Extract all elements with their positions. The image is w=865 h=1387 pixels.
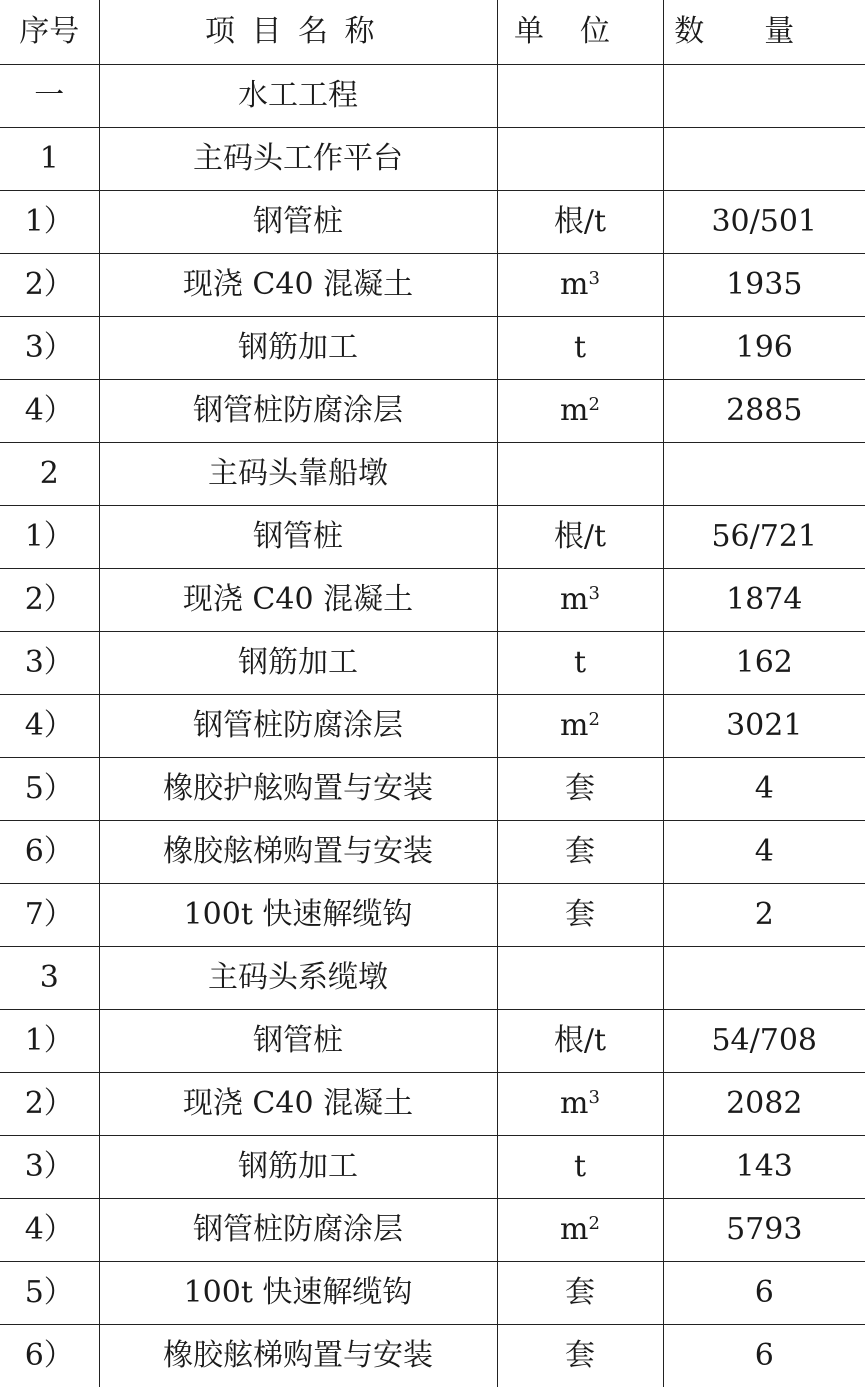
unit-cell	[497, 128, 663, 191]
quantity-cell: 56/721	[663, 506, 865, 569]
item-name-cell: 钢筋加工	[99, 632, 497, 695]
unit-base: 套	[565, 834, 595, 869]
row-number-cell: 2）	[0, 1073, 99, 1136]
item-name-cell: 钢管桩防腐涂层	[99, 1199, 497, 1262]
unit-base: m	[560, 1086, 588, 1121]
quantity-cell	[663, 65, 865, 128]
table-row	[0, 695, 865, 758]
row-number-cell: 2	[0, 443, 99, 506]
row-number-cell: 6）	[0, 821, 99, 884]
row-number-cell: 3	[0, 947, 99, 1010]
table-row	[0, 758, 865, 821]
quantity-cell: 1874	[663, 569, 865, 632]
unit-cell	[497, 884, 663, 947]
table-row	[0, 254, 865, 317]
unit-cell	[497, 758, 663, 821]
row-number-cell: 1）	[0, 191, 99, 254]
item-name-cell: 钢管桩	[99, 506, 497, 569]
quantity-cell: 2885	[663, 380, 865, 443]
quantity-cell: 4	[663, 758, 865, 821]
unit-cell	[497, 254, 663, 317]
unit-base: 根/t	[554, 204, 606, 239]
unit-cell	[497, 317, 663, 380]
item-name-cell: 主码头靠船墩	[99, 443, 497, 506]
item-name-cell: 主码头系缆墩	[99, 947, 497, 1010]
quantity-cell: 196	[663, 317, 865, 380]
row-number-cell: 1	[0, 128, 99, 191]
quantity-cell: 3021	[663, 695, 865, 758]
row-number-cell: 4）	[0, 695, 99, 758]
row-number-cell: 5）	[0, 1262, 99, 1325]
row-number-cell: 1）	[0, 1010, 99, 1073]
unit-base: m	[560, 1212, 588, 1247]
unit-base: 套	[565, 771, 595, 806]
table-row	[0, 1262, 865, 1325]
item-name-cell: 现浇 C40 混凝土	[99, 1073, 497, 1136]
unit-exponent: 3	[589, 1087, 600, 1108]
table-row	[0, 632, 865, 695]
unit-cell	[497, 695, 663, 758]
unit-cell	[497, 947, 663, 1010]
unit-cell	[497, 1325, 663, 1387]
table-row	[0, 443, 865, 506]
row-number-cell: 2）	[0, 254, 99, 317]
unit-cell	[497, 821, 663, 884]
unit-exponent: 2	[589, 394, 600, 415]
table-row	[0, 191, 865, 254]
row-number-cell: 3）	[0, 317, 99, 380]
table-row	[0, 317, 865, 380]
item-name-cell: 现浇 C40 混凝土	[99, 569, 497, 632]
quantity-cell: 162	[663, 632, 865, 695]
unit-base: m	[560, 267, 588, 302]
unit-cell	[497, 65, 663, 128]
row-number-cell: 4）	[0, 1199, 99, 1262]
table-row	[0, 884, 865, 947]
quantity-cell	[663, 443, 865, 506]
item-name-cell: 钢管桩防腐涂层	[99, 380, 497, 443]
quantity-cell: 5793	[663, 1199, 865, 1262]
unit-base: t	[574, 330, 586, 365]
unit-cell	[497, 1136, 663, 1199]
item-name-cell: 主码头工作平台	[99, 128, 497, 191]
row-number-cell: 3）	[0, 632, 99, 695]
item-name-cell: 100t 快速解缆钩	[99, 884, 497, 947]
unit-base: t	[574, 1149, 586, 1184]
row-number-cell: 5）	[0, 758, 99, 821]
table-row	[0, 1325, 865, 1387]
header-row	[0, 0, 865, 65]
row-number-cell: 3）	[0, 1136, 99, 1199]
table-row	[0, 1199, 865, 1262]
header-qty: 数量	[663, 0, 865, 65]
row-number-cell: 7）	[0, 884, 99, 947]
unit-exponent: 2	[589, 1213, 600, 1234]
row-number-cell: 一	[0, 65, 99, 128]
unit-base: m	[560, 393, 588, 428]
table-row	[0, 821, 865, 884]
table-row	[0, 1010, 865, 1073]
table-row	[0, 506, 865, 569]
item-name-cell: 橡胶舷梯购置与安装	[99, 1325, 497, 1387]
unit-exponent: 3	[589, 583, 600, 604]
unit-base: 套	[565, 897, 595, 932]
unit-cell	[497, 1073, 663, 1136]
item-name-cell: 钢管桩防腐涂层	[99, 695, 497, 758]
item-name-cell: 现浇 C40 混凝土	[99, 254, 497, 317]
quantity-cell: 1935	[663, 254, 865, 317]
unit-exponent: 2	[589, 709, 600, 730]
table-row	[0, 380, 865, 443]
item-name-cell: 橡胶护舷购置与安装	[99, 758, 497, 821]
item-name-cell: 钢管桩	[99, 191, 497, 254]
row-number-cell: 1）	[0, 506, 99, 569]
table-row	[0, 1073, 865, 1136]
row-number-cell: 6）	[0, 1325, 99, 1387]
unit-cell	[497, 506, 663, 569]
unit-base: t	[574, 645, 586, 680]
quantity-cell: 143	[663, 1136, 865, 1199]
item-name-cell: 橡胶舷梯购置与安装	[99, 821, 497, 884]
unit-cell	[497, 632, 663, 695]
item-name-cell: 100t 快速解缆钩	[99, 1262, 497, 1325]
unit-cell	[497, 380, 663, 443]
quantity-cell	[663, 947, 865, 1010]
item-name-cell: 钢筋加工	[99, 1136, 497, 1199]
quantity-cell	[663, 128, 865, 191]
unit-cell	[497, 569, 663, 632]
unit-base: m	[560, 582, 588, 617]
item-name-cell: 钢管桩	[99, 1010, 497, 1073]
header-no: 序号	[0, 0, 99, 65]
unit-cell	[497, 191, 663, 254]
quantity-cell: 6	[663, 1325, 865, 1387]
unit-base: m	[560, 708, 588, 743]
item-name-cell: 水工工程	[99, 65, 497, 128]
item-name-cell: 钢筋加工	[99, 317, 497, 380]
unit-cell	[497, 1262, 663, 1325]
header-unit: 单位	[497, 0, 663, 65]
quantity-cell: 4	[663, 821, 865, 884]
quantity-cell: 2	[663, 884, 865, 947]
unit-base: 根/t	[554, 519, 606, 554]
table-row	[0, 947, 865, 1010]
unit-cell	[497, 1010, 663, 1073]
unit-cell	[497, 443, 663, 506]
header-name: 项目名称	[99, 0, 497, 65]
quantity-cell: 30/501	[663, 191, 865, 254]
row-number-cell: 2）	[0, 569, 99, 632]
unit-base: 套	[565, 1338, 595, 1373]
unit-base: 套	[565, 1275, 595, 1310]
table-row	[0, 65, 865, 128]
table-row	[0, 569, 865, 632]
table-row	[0, 128, 865, 191]
quantity-cell: 54/708	[663, 1010, 865, 1073]
unit-base: 根/t	[554, 1023, 606, 1058]
row-number-cell: 4）	[0, 380, 99, 443]
table-row	[0, 1136, 865, 1199]
unit-cell	[497, 1199, 663, 1262]
unit-exponent: 3	[589, 268, 600, 289]
table-body	[0, 65, 865, 1387]
quantity-cell: 2082	[663, 1073, 865, 1136]
quantity-cell: 6	[663, 1262, 865, 1325]
